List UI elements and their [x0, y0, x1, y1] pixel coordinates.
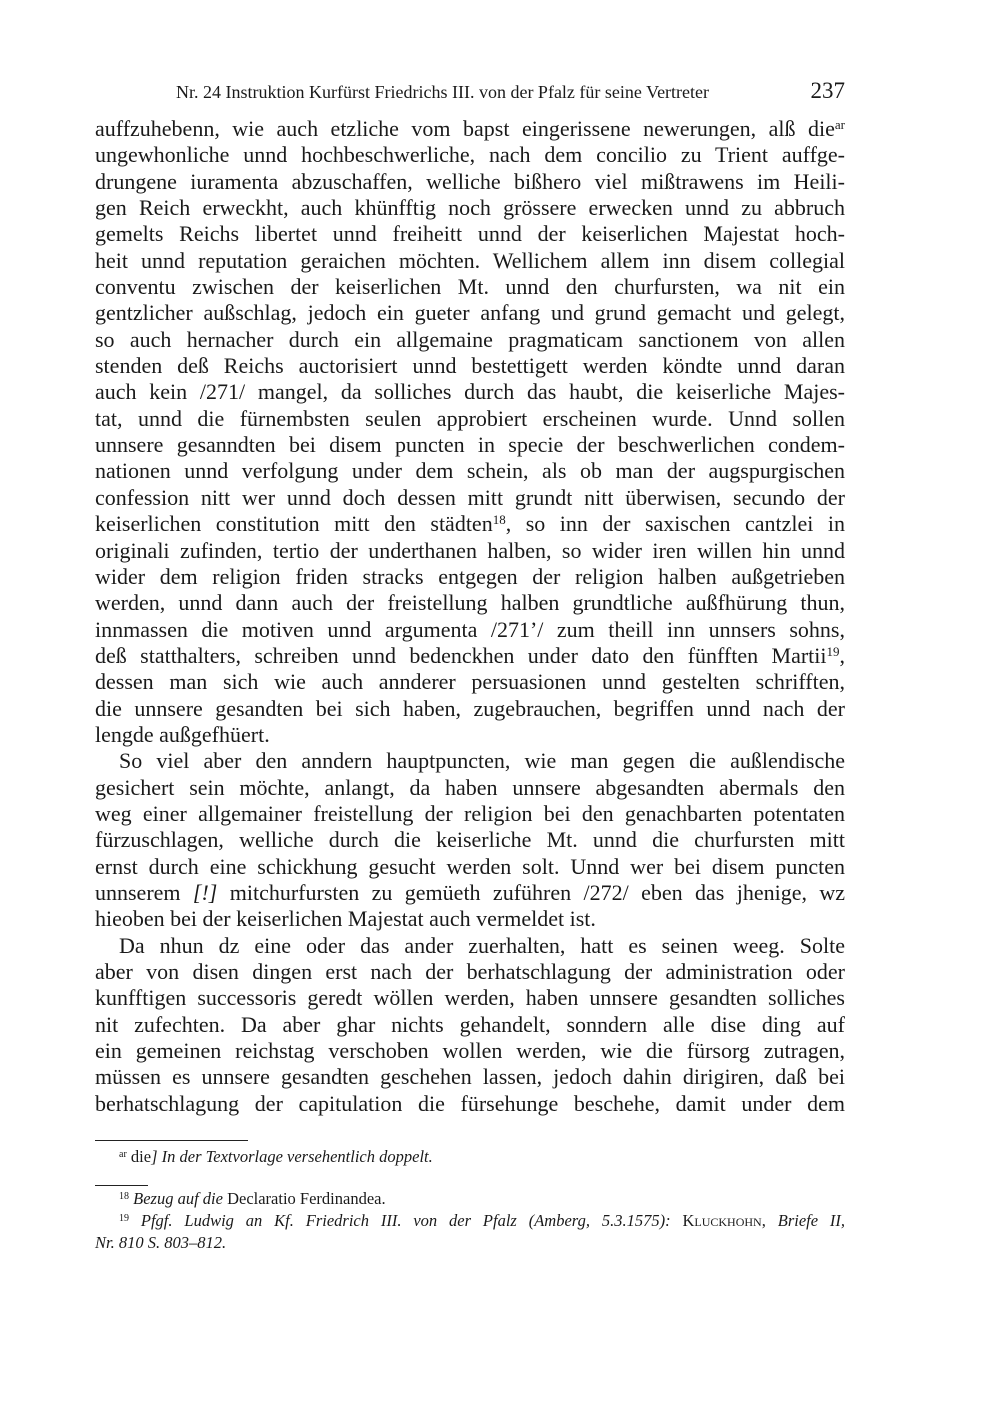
- text-segment: [129, 1211, 141, 1230]
- text-segment: heit unnd reputation geraichen möchten. Wellichem allem inn disem collegial: [95, 247, 845, 273]
- text-line: [95, 274, 845, 300]
- note-reference: 19: [826, 643, 840, 659]
- text-segment: Nr. 810 S. 803–812.: [95, 1233, 227, 1252]
- text-segment: keiserlichen constitution mitt den städten: [95, 511, 493, 537]
- text-segment: die unnsere gesandten bei sich haben, zugebrauchen, begriffen unnd nach der: [95, 695, 845, 721]
- text-segment: drungene iuramenta abzuschaffen, welliche bißhero viel mißtrawens im Heili-: [95, 168, 845, 194]
- text-line: [95, 195, 845, 221]
- text-line: [95, 854, 845, 880]
- text-line: [95, 1038, 845, 1064]
- text-line: [95, 1012, 845, 1038]
- text-segment: So viel aber den anndern hauptpuncten, wie man gegen die außlendische: [119, 748, 845, 774]
- text-segment: auffzuhebenn, wie auch etzliche vom bapst eingerissene newerungen, alß die: [95, 116, 835, 141]
- running-header: [95, 80, 845, 106]
- text-line: [95, 1064, 845, 1090]
- text-segment: ] In der Textvorlage versehentlich doppelt.: [151, 1147, 433, 1166]
- text-segment: dessen man sich wie auch annderer persuasionen unnd gestelten schrifften,: [95, 669, 845, 695]
- text-segment: Declaratio Ferdinandea.: [222, 1189, 386, 1208]
- textual-notes-rule: [95, 1140, 248, 1141]
- textual-notes: [95, 1146, 845, 1168]
- text-segment: ,: [761, 1211, 778, 1230]
- text-line: [95, 353, 845, 379]
- paragraph: [95, 116, 845, 748]
- text-segment: ungewhonliche unnd hochbeschwerliche, nach dem concilio zu Trient auffge-: [95, 142, 845, 168]
- text-line: [95, 221, 845, 247]
- text-segment: [!]: [192, 879, 218, 905]
- footnote: [95, 1188, 845, 1210]
- note-reference: 18: [492, 512, 506, 528]
- note-reference: ar: [119, 1149, 127, 1160]
- text-segment: confession nitt wer unnd doch dessen mitt grundt nitt überwisen, secundo der: [95, 484, 845, 510]
- text-segment: , so inn der saxischen cantzlei in: [505, 511, 845, 537]
- text-segment: unnserem: [95, 879, 193, 905]
- text-line: [95, 643, 845, 669]
- text-line: [95, 142, 845, 168]
- text-segment: Kluckhohn: [682, 1211, 762, 1230]
- text-segment: kunfftigen successoris geredt wöllen werden, haben unnsere gesandten solliches: [95, 985, 845, 1011]
- note-reference: 19: [119, 1213, 129, 1224]
- text-segment: [671, 1211, 683, 1230]
- text-segment: aber von disen dingen erst nach der berhatschlagung der administration oder: [95, 959, 845, 984]
- text-line: [95, 432, 845, 458]
- text-segment: werden, unnd dann auch der freistellung halben grundtliche außfhürung thun,: [95, 590, 845, 616]
- footnote: [95, 1232, 845, 1254]
- text-line: [95, 669, 845, 695]
- text-line: [95, 617, 845, 643]
- text-segment: unnsere gesanndten bei disem puncten in specie der beschwerlichen condem-: [95, 432, 845, 458]
- text-line: [95, 300, 845, 326]
- text-line: [95, 379, 845, 405]
- text-segment: fürzuschlagen, welliche durch die keiserliche Mt. unnd die churfursten mitt: [95, 827, 845, 853]
- text-line: [95, 511, 845, 537]
- text-line: [95, 775, 845, 801]
- text-segment: gesichert sein möchte, anlangt, da haben unnsere abgesandten abermals den: [95, 774, 845, 800]
- text-segment: nit zufechten. Da aber ghar nichts gehandelt, sonndern alle dise ding auf: [95, 1011, 845, 1037]
- text-segment: müssen es unnsere gesandten geschehen lassen, jedoch dahin dirigiren, daß bei: [95, 1064, 845, 1090]
- text-segment: berhatschlagung der capitulation die fürsehunge beschehe, damit under dem: [95, 1090, 845, 1116]
- text-line: [95, 485, 845, 511]
- text-line: [95, 827, 845, 853]
- text-segment: die: [126, 1147, 152, 1166]
- running-title: Nr. 24 Instruktion Kurfürst Friedrichs III. von der Pfalz für seine Vertreter: [176, 82, 710, 102]
- text-line: [95, 722, 845, 748]
- text-segment: deß statthalters, schreiben unnd bedenckhen under dato den fünfften Martii: [95, 642, 827, 668]
- text-segment: Da nhun dz eine oder das ander zuerhalten, hatt es seinen weeg. Solte: [119, 932, 845, 958]
- text-line: [95, 959, 845, 985]
- text-segment: Bezug auf die: [133, 1189, 223, 1208]
- text-segment: wider dem religion friden stracks entgegen der religion halben außgetrieben: [95, 563, 845, 589]
- text-segment: Briefe II,: [777, 1211, 846, 1230]
- text-segment: ein gemeinen reichstag verschoben wollen werden, wie die fürsorg zutragen,: [95, 1038, 845, 1064]
- text-segment: gentzlicher außschlag, jedoch ein gueter anfang und grund gemacht und gelegt,: [95, 300, 845, 326]
- text-segment: conventu zwischen der keiserlichen Mt. unnd den churfursten, wa nit ein: [95, 274, 845, 300]
- text-segment: hieoben bei der keiserlichen Majestat auch vermeldet ist.: [95, 906, 596, 932]
- text-line: [95, 590, 845, 616]
- main-text: [95, 116, 845, 1117]
- text-line: [95, 801, 845, 827]
- text-line: [95, 880, 845, 906]
- text-segment: ,: [839, 642, 845, 668]
- text-segment: Pfgf. Ludwig an Kf. Friedrich III. von der Pfalz (Amberg, 5.3.1575):: [140, 1211, 671, 1230]
- text-line: [95, 116, 845, 142]
- text-line: [95, 327, 845, 353]
- textual-note: [95, 1146, 845, 1168]
- paragraph: [95, 748, 845, 932]
- text-segment: mitchurfursten zu gemüeth zuführen /272/ eben das jhenige, wz: [217, 879, 845, 905]
- text-segment: stenden deß Reichs auctorisiert unnd bestettigett werden köndte unnd daran: [95, 353, 845, 379]
- text-line: [95, 748, 845, 774]
- text-segment: tat, unnd die fürnembsten seulen approbiert erscheinen wurde. Unnd sollen: [95, 405, 845, 431]
- text-line: [95, 906, 845, 932]
- text-segment: ernst durch eine schickhung gesucht werden solt. Unnd wer bei disem puncten: [95, 853, 845, 879]
- text-segment: weg einer allgemainer freistellung der religion bei den genachbarten potentaten: [95, 800, 845, 826]
- text-segment: nationen unnd verfolgung under dem schein, als ob man der augspurgischen: [95, 458, 845, 484]
- text-line: [95, 458, 845, 484]
- text-line: [95, 538, 845, 564]
- text-segment: gemelts Reichs libertet unnd freiheitt unnd der keiserlichen Majestat hoch-: [95, 221, 845, 247]
- text-line: [95, 696, 845, 722]
- text-segment: gen Reich erweckht, auch khünfftig noch grössere erwecken unnd zu abbruch: [95, 195, 845, 221]
- page-number: 237: [810, 78, 845, 103]
- text-line: [95, 985, 845, 1011]
- text-line: [95, 933, 845, 959]
- text-line: [95, 564, 845, 590]
- footnotes-rule: [95, 1185, 148, 1186]
- text-segment: so auch hernacher durch ein allgemaine pragmaticam sanctionem von allen: [95, 326, 845, 352]
- text-line: [95, 248, 845, 274]
- paragraph: [95, 933, 845, 1117]
- footnote: [95, 1210, 845, 1232]
- text-segment: auch kein /271/ mangel, da solliches durch das haubt, die keiserliche Majes-: [95, 379, 845, 405]
- note-reference: ar: [834, 117, 845, 132]
- text-line: [95, 1091, 845, 1117]
- footnotes: [95, 1188, 845, 1254]
- text-segment: lengde außgefhüert.: [95, 721, 270, 747]
- note-reference: 18: [119, 1191, 129, 1202]
- text-line: [95, 406, 845, 432]
- text-segment: originali zufinden, tertio der underthanen halben, so wider iren willen hin unnd: [95, 537, 845, 563]
- text-segment: innmassen die motiven unnd argumenta /271’/ zum theill inn unnsers sohns,: [95, 616, 845, 642]
- text-line: [95, 169, 845, 195]
